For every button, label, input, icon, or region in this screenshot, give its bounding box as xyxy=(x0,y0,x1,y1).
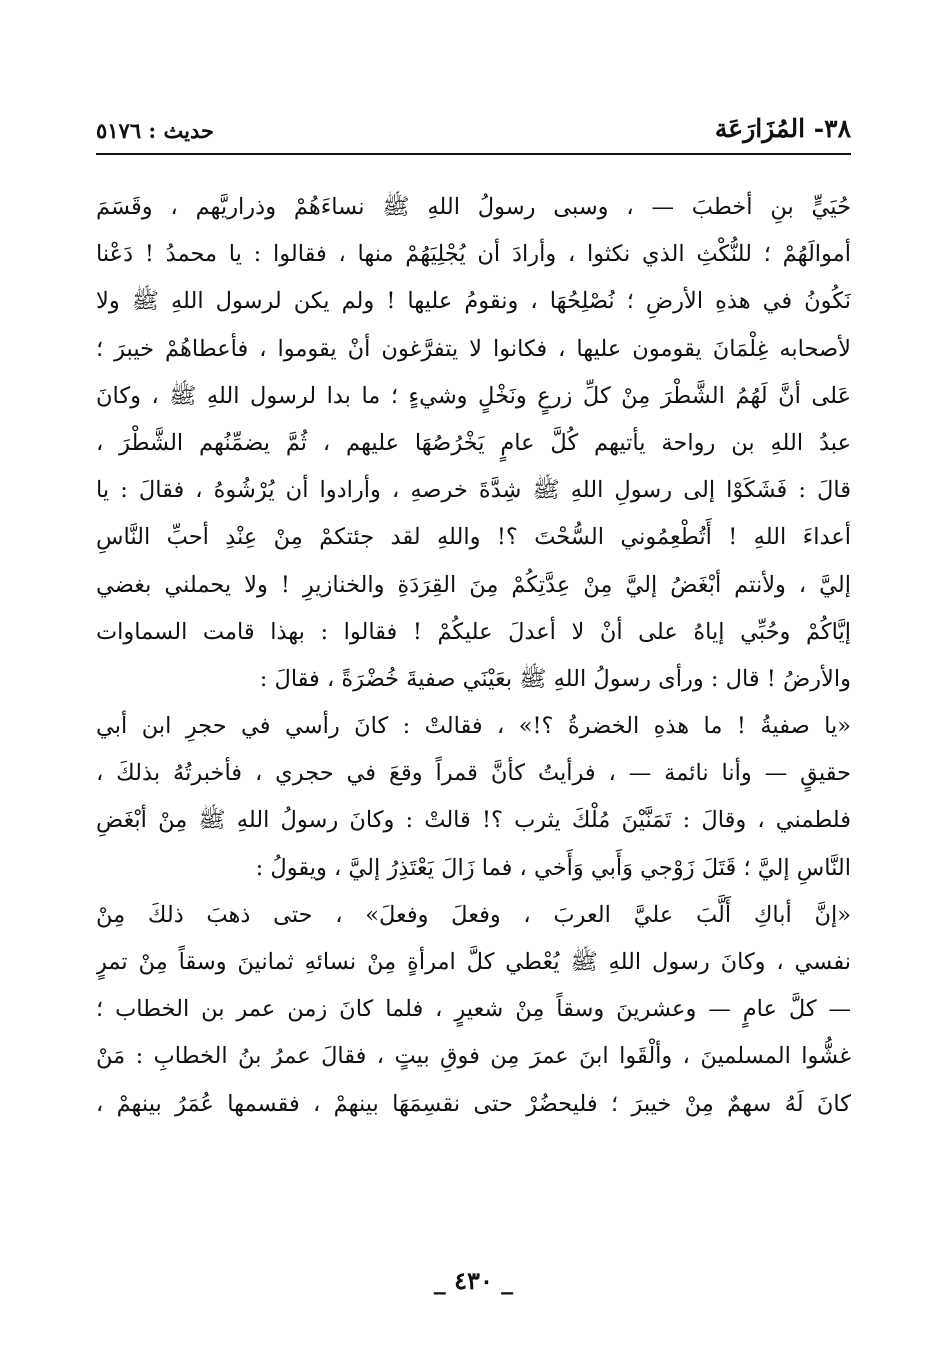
text-line: غشُّوا المسلمينَ ، وألْقَوا ابنَ عمرَ مِن فوقِ بيتٍ ، فقالَ عمرُ بنُ الخطابِ : مَنْ xyxy=(96,1043,851,1070)
body-text xyxy=(96,184,851,1128)
text-line: نَكُونُ في هذهِ الأرضِ ؛ نُصْلِحُهَا ، ونقومُ عليها ! ولم يكن لرسول اللهِ ﷺ ولا xyxy=(96,288,851,315)
text-line: والأرضُ ! قال : ورأى رسولُ اللهِ ﷺ بعَيْنَي صفيةَ خُضْرَةً ، فقالَ : xyxy=(259,665,851,692)
text-line: حقيقٍ — وأنا نائمة — ، فرأيتُ كأنَّ قمراً وقعَ في حجري ، فأخبرتُهُ بذلكَ ، xyxy=(96,760,851,787)
hadith-number: حديث : ٥١٧٦ xyxy=(96,118,214,143)
running-header xyxy=(96,108,851,148)
text-line: «إنَّ أباكِ أَلَّبَ عليَّ العربَ ، وفعلَ وفعلَ» ، حتى ذهبَ ذلكَ مِنْ xyxy=(96,901,851,928)
text-line: نفسي ، وكانَ رسول اللهِ ﷺ يُعْطي كلَّ امرأةٍ مِنْ نسائهِ ثمانينَ وسقاً مِنْ تمرٍ xyxy=(96,949,851,975)
text-line: عبدُ اللهِ بن رواحة يأتيهم كُلَّ عامٍ يَخْرُصُهَا عليهم ، ثُمَّ يضمِّنُهم الشَّطْرَ ، xyxy=(96,429,851,456)
text-line: أموالَهُمْ ؛ للنُّكْثِ الذي نكثوا ، وأرادَ أن يُجْلِيَهُمْ منها ، فقالوا : يا محمدُ ! دَعْنا xyxy=(96,241,851,268)
text-line: عَلى أنَّ لَهُمُ الشَّطْرَ مِنْ كلِّ زرعٍ ونَخْلٍ وشيءٍ ؛ ما بدا لرسول اللهِ ﷺ ، وكانَ xyxy=(96,382,851,409)
text-line: «يا صفيةُ ! ما هذهِ الخضرةُ ؟!» ، فقالتْ : كانَ رأسي في حجرِ ابن أبي xyxy=(96,713,851,740)
text-line: لأصحابه غِلْمَانَ يقومون عليها ، فكانوا لا يتفرَّغون أنْ يقوموا ، فأعطاهُمْ خيبرَ ؛ xyxy=(96,335,851,362)
chapter-title: ٣٨- المُزَارَعَة xyxy=(714,114,851,143)
header-divider xyxy=(96,153,851,155)
text-line: كانَ لَهُ سهمٌ مِنْ خيبرَ ؛ فليحضُرْ حتى نقسِمَهَا بينهمْ ، فقسمها عُمَرُ بينهمْ ، xyxy=(96,1090,851,1117)
text-line: أعداءَ اللهِ ! أَتُطْعِمُوني السُّحْتَ ؟! واللهِ لقد جئتكمْ مِنْ عِنْدِ أحبِّ النَّاسِ xyxy=(96,524,851,551)
text-line: النَّاسِ إليَّ ؛ قَتَلَ زَوْجي وَأَبي وَأَخي ، فما زَالَ يَعْتَذِرُ إليَّ ، ويقولُ : xyxy=(255,854,851,881)
text-line: — كلَّ عامٍ — وعشرينَ وسقاً مِنْ شعيرٍ ، فلما كانَ زمن عمر بن الخطاب ؛ xyxy=(96,996,851,1023)
text-line: إيَّاكُمْ وحُبِّي إياهُ على أنْ لا أعدلَ عليكُمْ ! فقالوا : بهذا قامت السماوات xyxy=(96,618,851,645)
page-number: _ ٤٣٠ _ xyxy=(433,1266,514,1295)
text-line: حُيَيٍّ بنِ أخطبَ — ، وسبى رسولُ اللهِ ﷺ نساءَهُمْ وذراريَّهم ، وقَسَمَ xyxy=(96,194,851,220)
text-line: فلطمني ، وقالَ : تَمَنَّيْنَ مُلْكَ يثرب ؟! قالتْ : وكانَ رسولُ اللهِ ﷺ مِنْ أبْغَضِ xyxy=(96,807,851,834)
text-line: قالَ : فَشَكَوْا إلى رسولِ اللهِ ﷺ شِدَّةَ خرصهِ ، وأرادوا أن يُرْشُوهُ ، فقالَ : يا xyxy=(96,477,851,504)
text-line: إليَّ ، ولأنتم أبْغَضُ إليَّ مِنْ عِدَّتِكُمْ مِنَ القِرَدَةِ والخنازيرِ ! ولا يحملني بغضي xyxy=(96,571,851,598)
